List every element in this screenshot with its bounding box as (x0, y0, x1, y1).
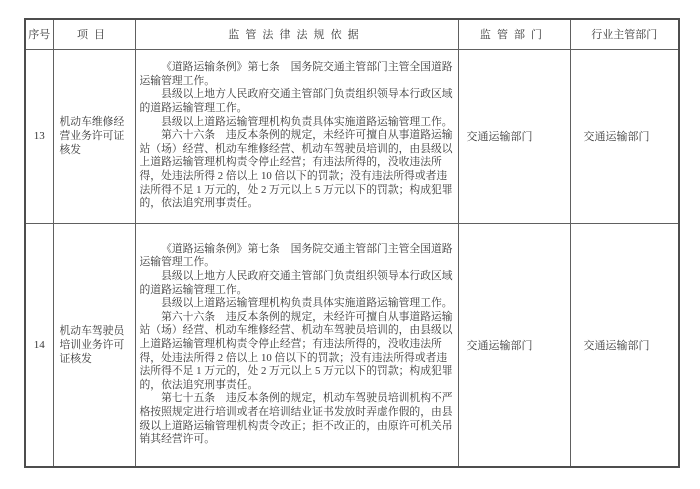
legal-paragraph: 第六十六条 违反本条例的规定，未经许可擅自从事道路运输站（场）经营、机动车维修经营、机动车驾驶员培训的，由县级以上道路运输管理机构责令停止经营；有违法所得的，没收违法所得，处违法所得 2 倍以上 10 倍以下的罚款；没有违法所得或者违法所得不足 1 万元的，处 2 万元以上 5 万元以下的罚款；构成犯罪的，依法追究刑事责任。 (139, 310, 453, 391)
legal-paragraph: 县级以上地方人民政府交通主管部门负责组织领导本行政区域的道路运输管理工作。 (139, 269, 453, 296)
cell-legal-basis (135, 49, 458, 223)
cell-legal-basis (135, 223, 458, 467)
header-industry-dept: 行业主管部门 (570, 19, 679, 49)
cell-industry-dept: 交通运输部门 (570, 223, 679, 467)
cell-seq: 13 (25, 49, 53, 223)
regulation-table (24, 18, 680, 468)
cell-industry-dept: 交通运输部门 (570, 49, 679, 223)
legal-paragraph: 县级以上道路运输管理机构负责具体实施道路运输管理工作。 (161, 297, 453, 310)
cell-project: 机动车维修经营业务许可证核发 (53, 49, 135, 223)
header-seq: 序号 (25, 19, 53, 49)
cell-project: 机动车驾驶员培训业务许可证核发 (53, 223, 135, 467)
cell-regulator: 交通运输部门 (458, 223, 570, 467)
table-header-row (25, 19, 679, 49)
table-row (25, 49, 679, 223)
header-regulator: 监管部门 (458, 19, 570, 49)
cell-seq: 14 (25, 223, 53, 467)
header-project: 项目 (53, 19, 135, 49)
legal-paragraph: 《道路运输条例》第七条 国务院交通主管部门主管全国道路运输管理工作。 (139, 242, 453, 269)
legal-paragraph: 县级以上地方人民政府交通主管部门负责组织领导本行政区域的道路运输管理工作。 (139, 88, 453, 115)
legal-paragraph: 第六十六条 违反本条例的规定，未经许可擅自从事道路运输站（场）经营、机动车维修经营、机动车驾驶员培训的，由县级以上道路运输管理机构责令停止经营；有违法所得的，没收违法所得，处违法所得 2 倍以上 10 倍以下的罚款；没有违法所得或者违法所得不足 1 万元的，处 2 万元以上 5 万元以下的罚款；构成犯罪的，依法追究刑事责任。 (139, 129, 453, 210)
table-row (25, 223, 679, 467)
legal-paragraph: 《道路运输条例》第七条 国务院交通主管部门主管全国道路运输管理工作。 (139, 61, 453, 87)
header-legal-basis: 监管法律法规依据 (135, 19, 458, 49)
legal-paragraph: 第七十五条 违反本条例的规定，机动车驾驶员培训机构不严格按照规定进行培训或者在培训结业证书发放时弄虚作假的，由县级以上道路运输管理机构责令改正；拒不改正的，由原许可机关吊销其经营许可。 (139, 392, 453, 446)
legal-paragraph: 县级以上道路运输管理机构负责具体实施道路运输管理工作。 (161, 115, 453, 128)
cell-regulator: 交通运输部门 (458, 49, 570, 223)
